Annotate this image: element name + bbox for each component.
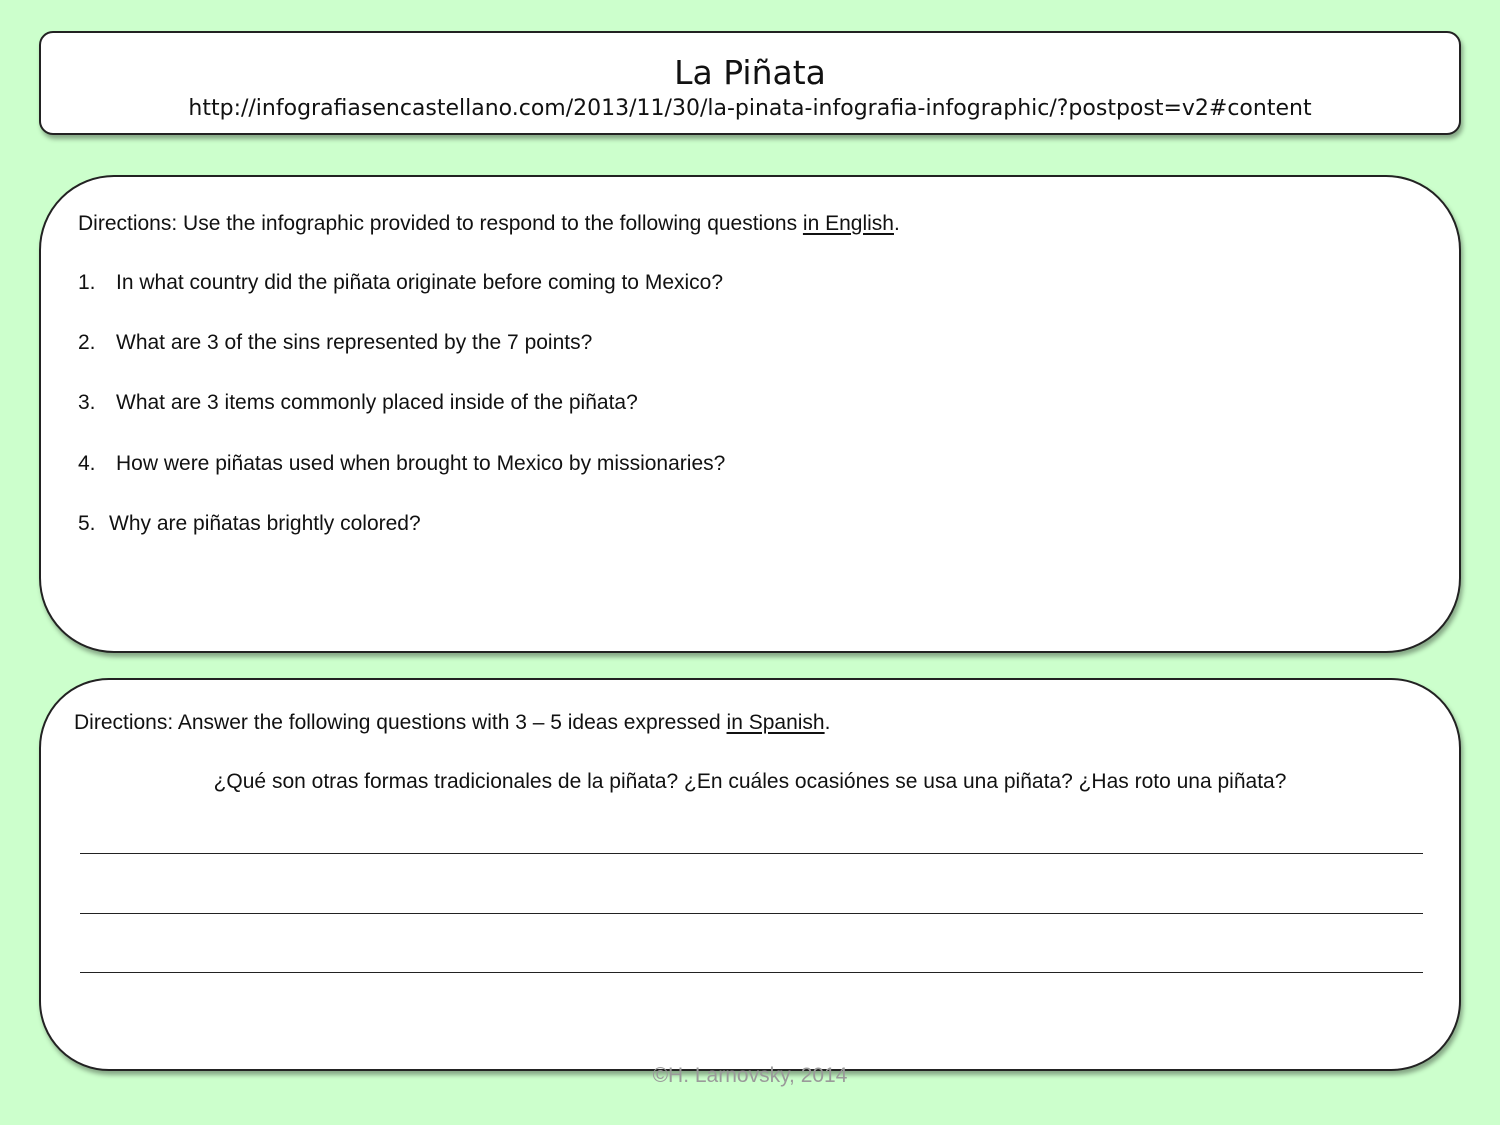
spanish-prompt: ¿Qué son otras formas tradicionales de la piñata? ¿En cuáles ocasiónes se usa una piñata? ¿Has roto una piñata?: [213, 770, 1287, 793]
english-directions-text: Directions: Use the infographic provided to respond to the following questions: [78, 212, 803, 235]
question-text: How were piñatas used when brought to Mexico by missionaries?: [116, 452, 726, 475]
spanish-directions: [74, 710, 830, 736]
question-number: 3.: [78, 391, 96, 414]
question-text: In what country did the piñata originate before coming to Mexico?: [116, 271, 724, 294]
english-questions-box: [39, 175, 1461, 653]
english-directions-emphasis: in English: [802, 212, 894, 235]
question-number: 4.: [78, 452, 96, 475]
question-4: [78, 451, 725, 477]
title-box: [39, 31, 1461, 135]
question-2: [78, 330, 592, 356]
spanish-directions-emphasis: in Spanish: [726, 711, 825, 734]
source-url: http://infografiasencastellano.com/2013/11/30/la-pinata-infografia-infographic/?postpost=v2#content: [188, 96, 1312, 121]
answer-line-2[interactable]: [80, 913, 1423, 914]
question-3: [78, 390, 638, 416]
question-5: [78, 511, 421, 537]
english-directions-suffix: .: [893, 212, 900, 235]
answer-line-1[interactable]: [80, 853, 1423, 854]
page-title: La Piñata: [674, 53, 826, 92]
spanish-directions-suffix: .: [824, 711, 831, 734]
question-number: 5.: [78, 512, 96, 535]
question-text: What are 3 items commonly placed inside of the piñata?: [116, 391, 638, 414]
question-number: 1.: [78, 271, 96, 294]
question-1: [78, 270, 723, 296]
question-number: 2.: [78, 331, 96, 354]
question-text: What are 3 of the sins represented by the 7 points?: [116, 331, 593, 354]
spanish-directions-text: Directions: Answer the following questions with 3 – 5 ideas expressed: [74, 711, 727, 734]
copyright-footer: ©H. Larnovsky, 2014: [652, 1064, 848, 1087]
spanish-response-box: [39, 678, 1461, 1071]
english-directions: [78, 211, 900, 237]
answer-line-3[interactable]: [80, 972, 1423, 973]
question-text: Why are piñatas brightly colored?: [109, 512, 421, 535]
